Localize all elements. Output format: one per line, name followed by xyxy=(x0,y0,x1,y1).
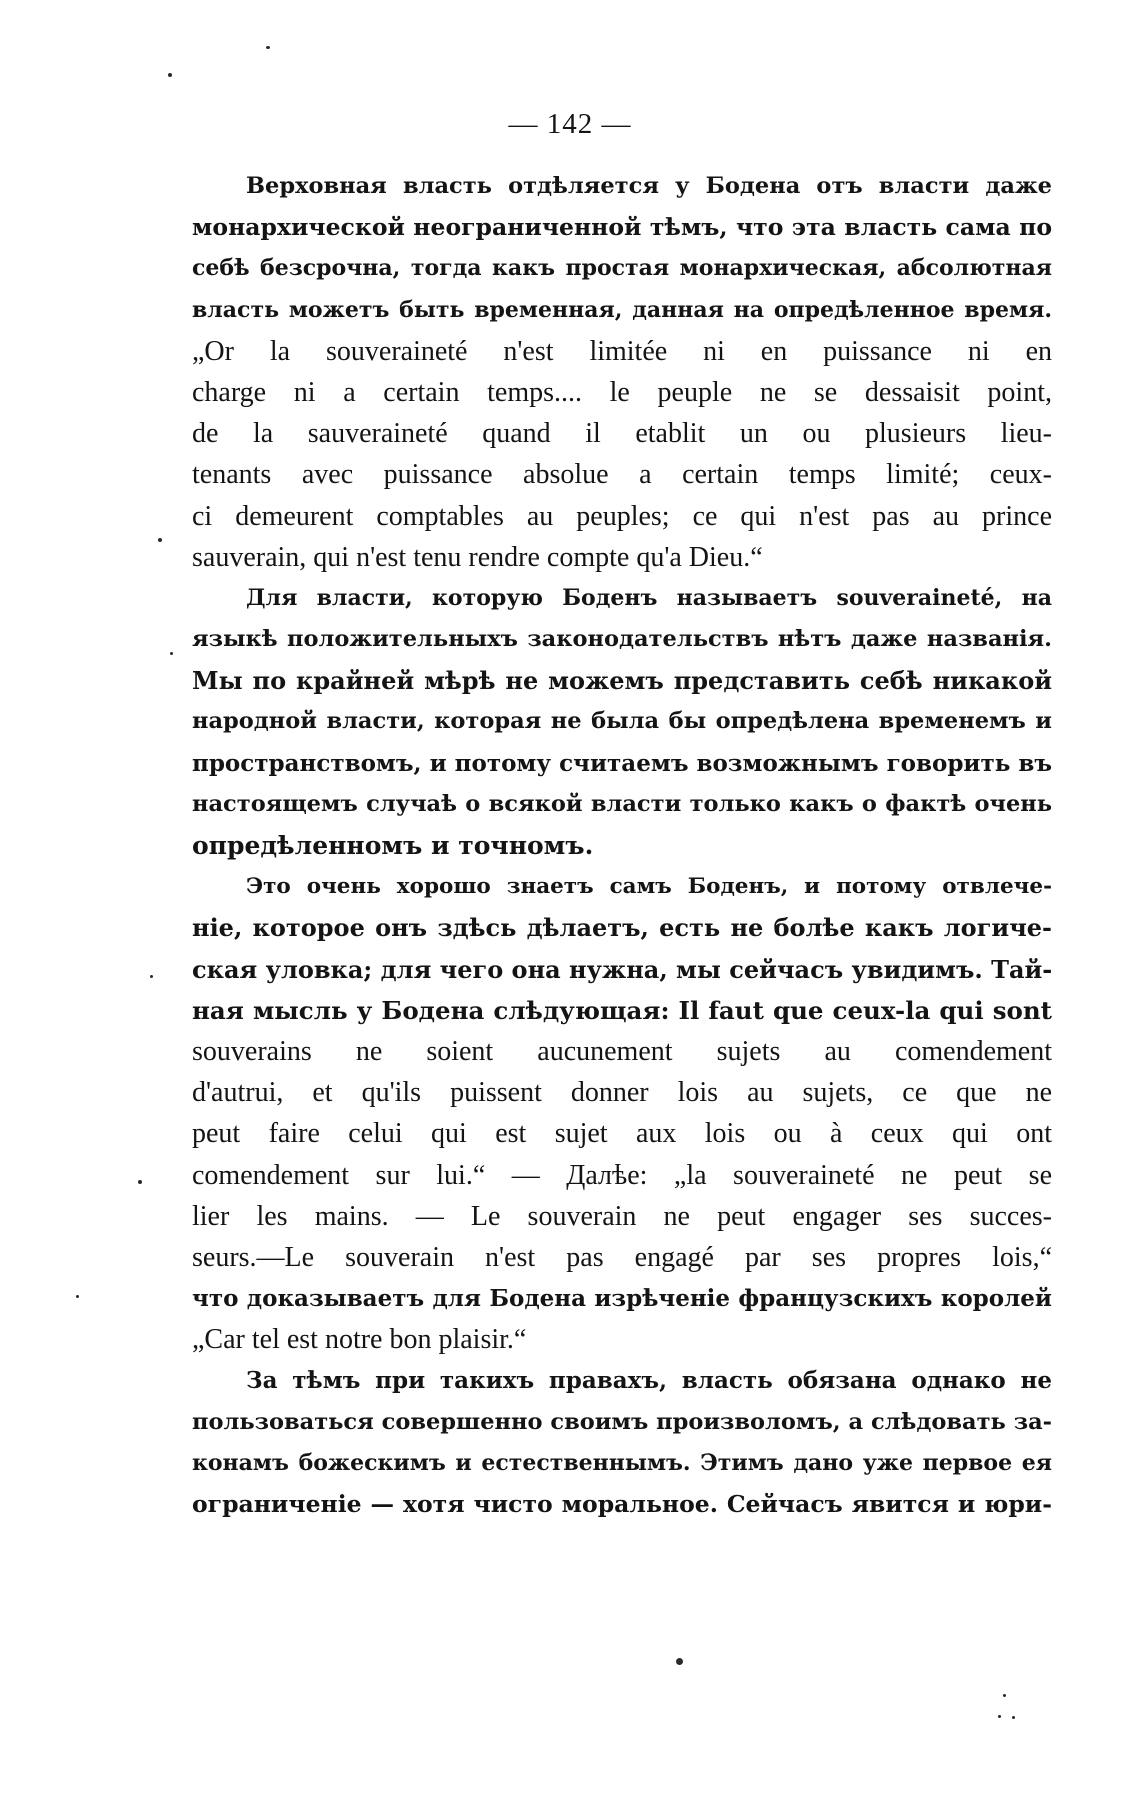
text-line: ci demeurent comptables au peuples; ce qui n'est pas au prince xyxy=(192,500,1052,532)
text-line: tenants avec puissance absolue a certain temps limité; ceux- xyxy=(192,459,1052,491)
paragraph-4 xyxy=(192,1360,1052,1525)
text-line: пространствомъ, и потому считаемъ возможнымъ говорить въ xyxy=(192,749,1052,777)
text-line: Мы по крайней мѣрѣ не можемъ представить себѣ никакой xyxy=(192,666,1052,696)
paragraph-1 xyxy=(192,166,1052,578)
paragraph-3 xyxy=(192,866,1052,1360)
text-line: „Or la souveraineté n'est limitée ni en puissance ni en xyxy=(192,335,1052,367)
text-line: конамъ божескимъ и естественнымъ. Этимъ дано уже первое ея xyxy=(192,1449,1052,1476)
text-line: sauverain, qui n'est tenu rendre compte qu'a Dieu.“ xyxy=(192,541,763,573)
text-line: souverains ne soient aucunement sujets au comendement xyxy=(192,1035,1052,1067)
text-line: Это очень хорошо знаетъ самъ Боденъ, и потому отвлече- xyxy=(246,874,1052,900)
text-line: себѣ безсрочна, тогда какъ простая монархическая, абсолютная xyxy=(192,255,1052,282)
text-line: народной власти, которая не была бы опредѣлена временемъ и xyxy=(192,708,1052,735)
text-line: lier les mains. — Le souverain ne peut engager ses succes- xyxy=(192,1200,1052,1232)
text-line: d'autrui, et qu'ils puissent donner lois au sujets, ce que ne xyxy=(192,1077,1052,1109)
text-line: seurs.—Le souverain n'est pas engagé par ses propres lois,“ xyxy=(192,1241,1052,1273)
text-line: peut faire celui qui est sujet aux lois ou à ceux qui ont xyxy=(192,1118,1052,1150)
text-line: монархической неограниченной тѣмъ, что эта власть сама по xyxy=(192,213,1052,242)
text-line: ная мысль у Бодена слѣдующая: Il faut que ceux-la qui sont xyxy=(192,995,1052,1025)
text-line: comendement sur lui.“ — Далѣе: „la souveraineté ne peut se xyxy=(192,1159,1052,1191)
text-line: что доказываетъ для Бодена изрѣченіе французскихъ королей xyxy=(192,1285,1052,1313)
text-line: „Car tel est notre bon plaisir.“ xyxy=(192,1324,527,1356)
text-line: de la sauveraineté quand il etablit un ou plusieurs lieu- xyxy=(192,418,1052,450)
text-line: власть можетъ быть временная, данная на опредѣленное время. xyxy=(192,296,1052,323)
text-line: пользоваться совершенно своимъ произволомъ, а слѣдовать за- xyxy=(192,1408,1052,1435)
text-line: ніе, которое онъ здѣсь дѣлаетъ, есть не болѣе какъ логиче- xyxy=(192,913,1052,943)
page-number: — 142 — xyxy=(508,108,632,140)
text-line: За тѣмъ при такихъ правахъ, власть обязана однако не xyxy=(246,1367,1052,1395)
text-line: языкѣ положительныхъ законодательствъ нѣтъ даже названія. xyxy=(192,626,1052,653)
text-line: Для власти, которую Боденъ называетъ souveraineté, на xyxy=(246,584,1052,611)
text-line: настоящемъ случаѣ о всякой власти только какъ о фактѣ очень xyxy=(192,790,1052,817)
text-line: опредѣленномъ и точномъ. xyxy=(192,831,594,860)
paragraph-2 xyxy=(192,578,1052,866)
text-line: ограниченіе — хотя чисто моральное. Сейчасъ явится и юри- xyxy=(192,1490,1052,1518)
text-line: ская уловка; для чего она нужна, мы сейчасъ увидимъ. Тай- xyxy=(192,954,1052,984)
text-line: charge ni a certain temps.... le peuple ne se dessaisit point, xyxy=(192,376,1052,408)
body-text xyxy=(192,166,1052,1525)
text-line: Верховная власть отдѣляется у Бодена отъ власти даже xyxy=(246,173,1052,199)
